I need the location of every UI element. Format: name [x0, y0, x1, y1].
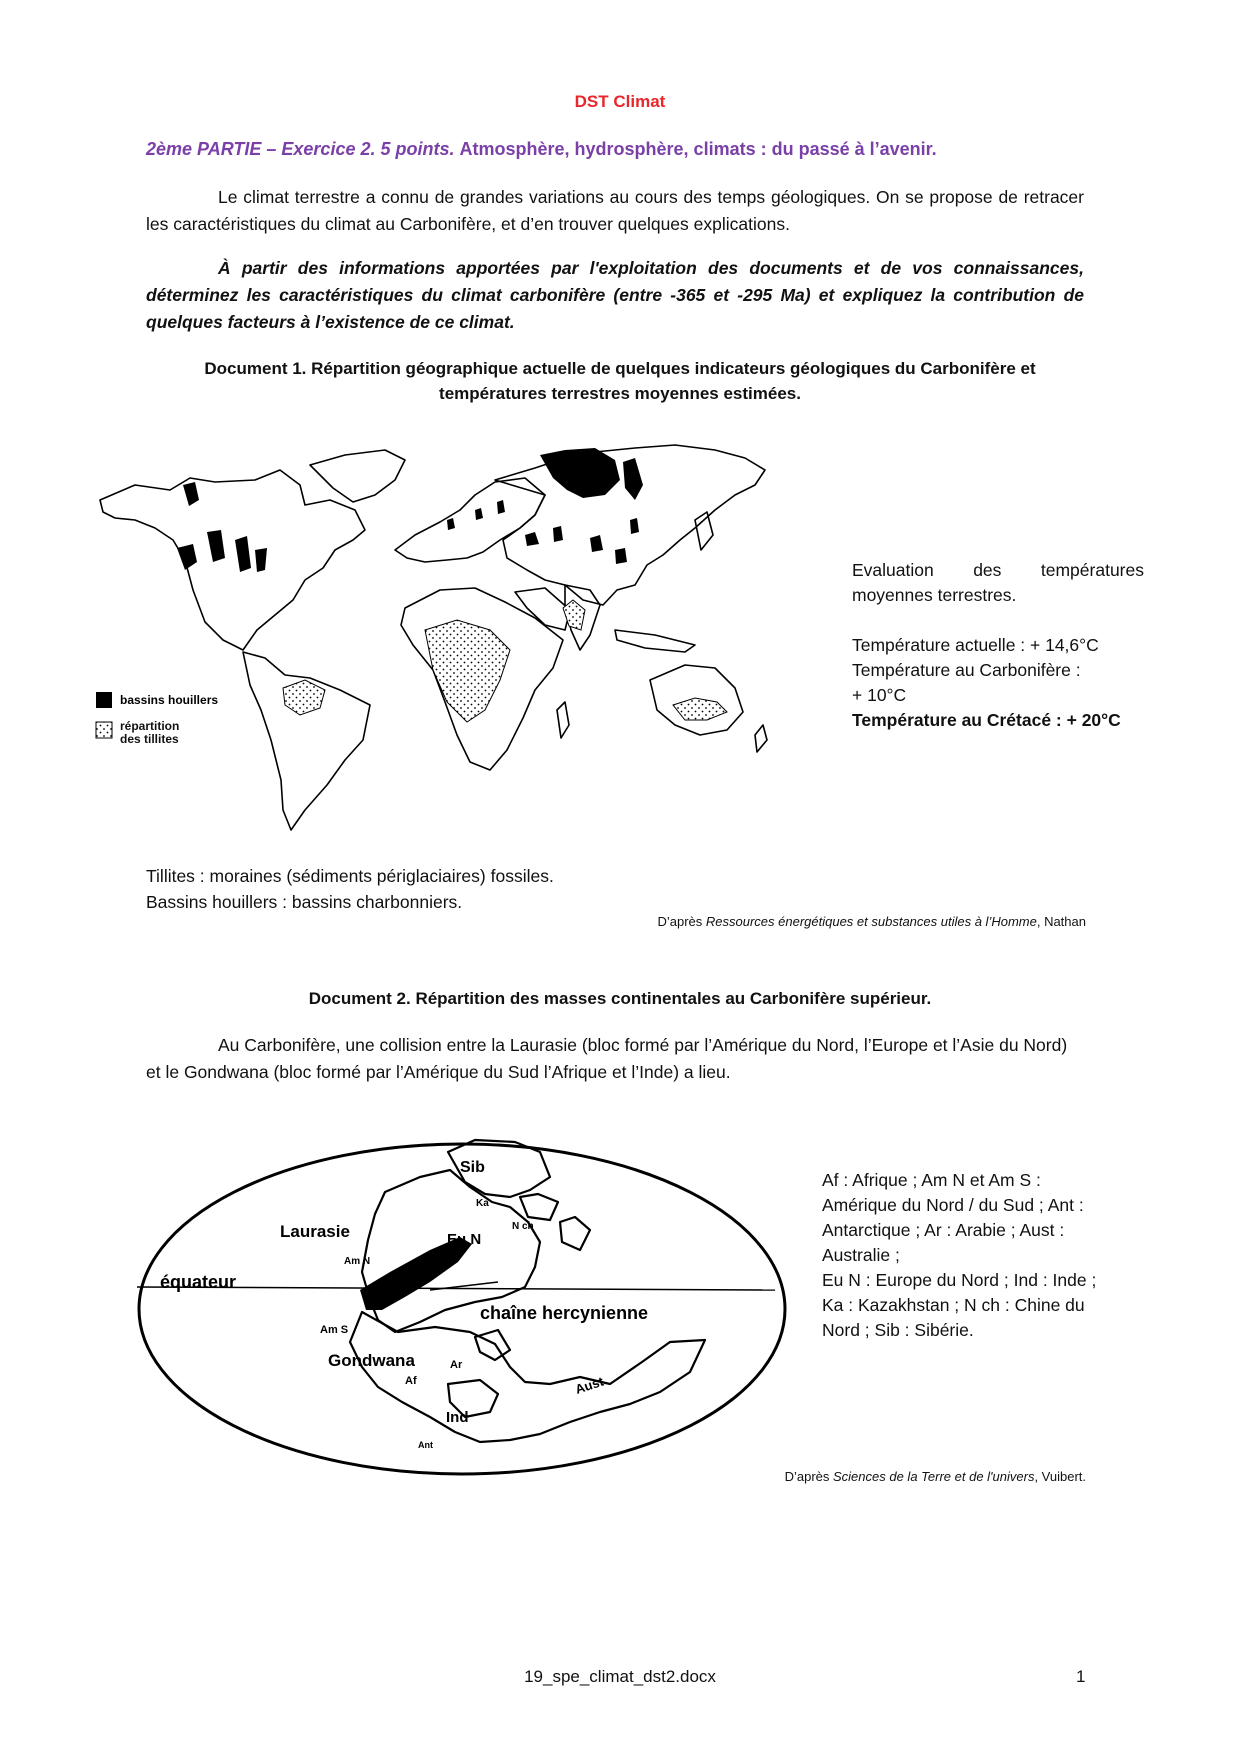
coal-basin: [540, 448, 620, 498]
intro-paragraph: Le climat terrestre a connu de grandes variations au cours des temps géologiques. On se propose de retracer les caractéristiques du climat au Carbonifère, et d’en trouver quelques explications.: [146, 187, 1084, 234]
temp-carbon-value: + 10°C: [852, 685, 907, 705]
legend-tillites-swatch: [96, 722, 112, 738]
legend-tillites-label: répartition des tillites: [120, 720, 180, 746]
tillite-area: [673, 698, 727, 720]
indonesia-outline: [615, 630, 695, 652]
legend-coal-label: bassins houillers: [120, 693, 219, 707]
paleo-map: [130, 1122, 790, 1477]
doc1-credit: [500, 914, 1086, 929]
temp-heading-line2: moyennes terrestres.: [852, 585, 1017, 605]
label-laurasie: Laurasie: [280, 1222, 350, 1241]
tillite-area: [425, 620, 510, 722]
madagascar-outline: [557, 702, 569, 738]
part-subject: Atmosphère, hydrosphère, climats : du passé à l’avenir.: [459, 139, 937, 159]
doc1-title: Document 1. Répartition géographique actuelle de quelques indicateurs géologiques du Carbonifère et températures terrestres moyennes estimées.: [204, 359, 1036, 403]
north-america-outline: [100, 470, 365, 650]
doc2-credit-prefix: D’après: [784, 1469, 833, 1484]
label-ind: Ind: [446, 1409, 469, 1426]
kazakhstan-outline: [520, 1194, 558, 1220]
south-america-outline: [243, 652, 370, 830]
doc2-legend-line: Antarctique ; Ar : Arabie ; Aust :: [822, 1220, 1065, 1240]
legend-coal-swatch: [96, 692, 112, 708]
label-gondwana: Gondwana: [328, 1351, 415, 1370]
tillites-areas: [283, 600, 727, 722]
gondwana-outline: [350, 1312, 705, 1442]
label-aust: Aust: [573, 1373, 606, 1397]
footer-filename: 19_spe_climat_dst2.docx: [524, 1667, 716, 1686]
doc2-legend-line: Eu N : Europe du Nord ; Ind : Inde ;: [822, 1270, 1097, 1290]
coal-basin: [177, 544, 197, 570]
doc1-credit-title: Ressources énergétiques et substances utiles à l’Homme: [705, 914, 1037, 929]
label-nch: N ch: [512, 1221, 534, 1232]
coal-basin: [615, 548, 627, 564]
nchina-outline: [560, 1217, 590, 1250]
greenland-outline: [310, 450, 405, 502]
coal-basin: [623, 458, 643, 500]
instruction-paragraph: À partir des informations apportées par l'exploitation des documents et de vos connaissances, déterminez les caractéristiques du climat carbonifère (entre -365 et -295 Ma) et expliquez la contribution de quelques facteurs à l’existence de ce climat.: [146, 258, 1084, 332]
note-bassins: Bassins houillers : bassins charbonniers.: [146, 892, 463, 912]
label-ar: Ar: [450, 1359, 463, 1371]
doc2-credit-title: Sciences de la Terre et de l'univers: [833, 1469, 1035, 1484]
coal-basin: [235, 536, 251, 572]
temp-current: Température actuelle : + 14,6°C: [852, 635, 1099, 655]
label-ant: Ant: [418, 1440, 433, 1450]
label-equateur: équateur: [160, 1272, 237, 1292]
doc2-legend-line: Amérique du Nord / du Sud ; Ant :: [822, 1195, 1084, 1215]
japan-outline: [695, 512, 713, 550]
doc2-legend-line: Nord ; Sib : Sibérie.: [822, 1320, 974, 1340]
doc2-legend-line: Australie ;: [822, 1245, 900, 1265]
legend-tillites: [120, 720, 230, 754]
coal-basin: [630, 518, 639, 534]
arabia-outline: [515, 588, 570, 630]
part-label: 2ème PARTIE – Exercice 2. 5 points.: [146, 139, 455, 159]
arabia-outline: [475, 1330, 510, 1360]
label-ka: Ka: [476, 1198, 489, 1209]
page-title: DST Climat: [574, 92, 666, 111]
coal-basin: [255, 548, 267, 572]
coal-basin: [475, 508, 483, 520]
doc2-legend: [822, 1168, 1122, 1343]
coal-basin: [447, 518, 455, 530]
coal-basin: [497, 500, 505, 514]
label-af: Af: [405, 1375, 417, 1387]
doc2-title: Document 2. Répartition des masses continentales au Carbonifère supérieur.: [308, 989, 932, 1008]
coal-basins: [177, 448, 643, 572]
note-tillites: Tillites : moraines (sédiments périglaciaires) fossiles.: [146, 866, 554, 886]
world-map: [95, 440, 835, 835]
doc1-credit-suffix: , Nathan: [1036, 914, 1086, 929]
doc2-legend-line: Af : Afrique ; Am N et Am S :: [822, 1170, 1041, 1190]
label-sib: Sib: [460, 1159, 485, 1176]
coal-basin: [553, 526, 563, 542]
doc1-credit-prefix: D’après: [657, 914, 706, 929]
label-amn: Am N: [344, 1256, 371, 1267]
coal-basin: [525, 532, 539, 546]
new-zealand-outline: [755, 725, 767, 752]
coal-basin: [590, 535, 603, 552]
temp-cretaceous: Température au Crétacé : + 20°C: [852, 710, 1121, 730]
label-ams: Am S: [320, 1324, 349, 1336]
temp-carbon-label: Température au Carbonifère :: [852, 660, 1081, 680]
footer-page-number: 1: [1076, 1667, 1086, 1686]
label-eun: Eu N: [447, 1231, 482, 1248]
doc2-credit: [500, 1469, 1086, 1484]
coal-basin: [207, 530, 225, 562]
part-heading: [146, 139, 937, 160]
doc2-legend-line: Ka : Kazakhstan ; N ch : Chine du: [822, 1295, 1085, 1315]
doc2-paragraph: Au Carbonifère, une collision entre la Laurasie (bloc formé par l’Amérique du Nord, l’Europe et l’Asie du Nord) et le Gondwana (bloc formé par l’Amérique du Sud l’Afrique et l’Inde) a lieu.: [146, 1035, 1068, 1082]
coal-basin: [183, 482, 199, 506]
label-chaine: chaîne hercynienne: [480, 1303, 649, 1323]
temp-heading-line1: Evaluation des températures: [852, 560, 1144, 580]
tillite-area: [283, 680, 325, 715]
doc2-credit-suffix: , Vuibert.: [1034, 1469, 1086, 1484]
europe-outline: [395, 478, 545, 562]
